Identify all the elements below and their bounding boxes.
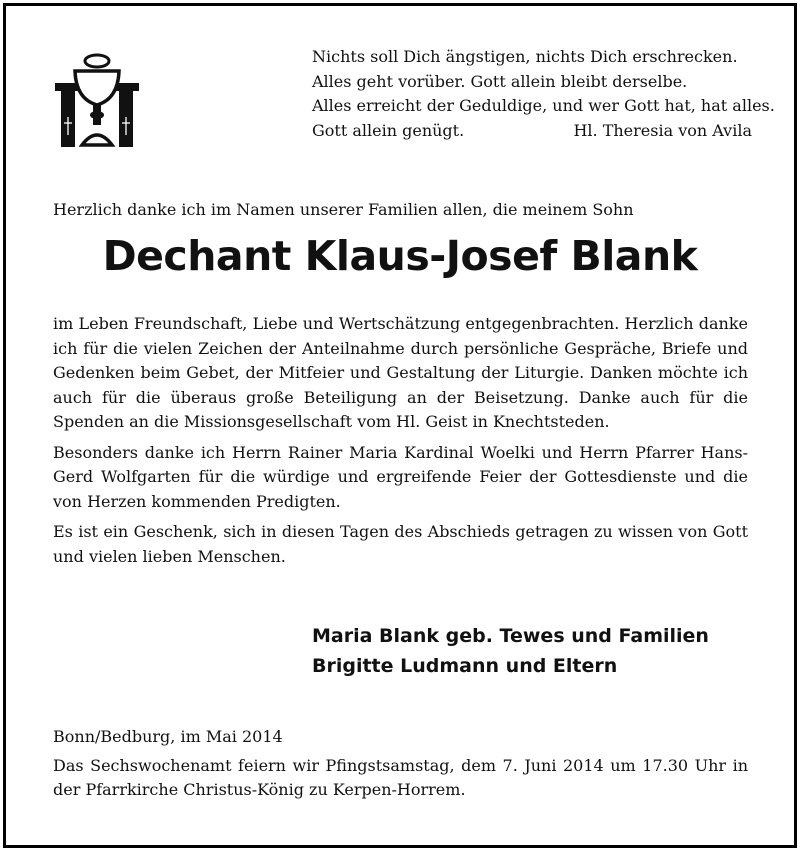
quote-block [312,45,775,143]
chalice-with-crosses-icon [52,45,142,157]
quote-line: Alles erreicht der Geduldige, und wer Gott hat, hat alles. [312,96,775,115]
signer-name: Maria Blank geb. Tewes und Familien [312,625,709,647]
quote-line: Alles geht vorüber. Gott allein bleibt derselbe. [312,71,688,91]
footer [53,725,748,803]
signer-name: Brigitte Ludmann und Eltern [312,655,618,677]
paragraph: im Leben Freundschaft, Liebe und Wertschätzung entgegenbrachten. Herzlich danke ich für die vielen Zeichen der Anteilnahme durch persönliche Gespräche, Briefe und Gedenken beim Gebet, der Mitfeier und Gestaltung der Liturgie. Danken möchte ich auch für die überaus große Beteiligung an der Beisetzung. Danke auch für die Spenden an die Missionsgesellschaft vom Hl. Geist in Knechtsteden. [53,314,748,431]
signers-block [312,621,709,681]
deceased-name: Dechant Klaus-Josef Blank [102,232,698,280]
paragraph: Besonders danke ich Herrn Rainer Maria Kardinal Woelki und Herrn Pfarrer Hans-Gerd Wolfgarten für die würdige und ergreifende Feier der Gottesdienste und die von Herzen kommenden Predigten. [53,442,748,511]
service-notice: Das Sechswochenamt feiern wir Pfingstsamstag, dem 7. Juni 2014 um 17.30 Uhr in der Pfarrkirche Christus-König zu Kerpen-Horrem. [53,755,748,799]
quote-line: Nichts soll Dich ängstigen, nichts Dich erschrecken. [312,47,738,66]
paragraph: Es ist ein Geschenk, sich in diesen Tagen des Abschieds getragen zu wissen von Gott und vielen lieben Menschen. [53,522,748,566]
quote-attribution: Hl. Theresia von Avila [573,120,752,140]
quote-last-line: Gott allein genügt. [312,120,465,140]
place-date: Bonn/Bedburg, im Mai 2014 [53,727,283,746]
body-text [53,312,748,569]
intro-text: Herzlich danke ich im Namen unserer Familien allen, die meinem Sohn [53,200,634,219]
